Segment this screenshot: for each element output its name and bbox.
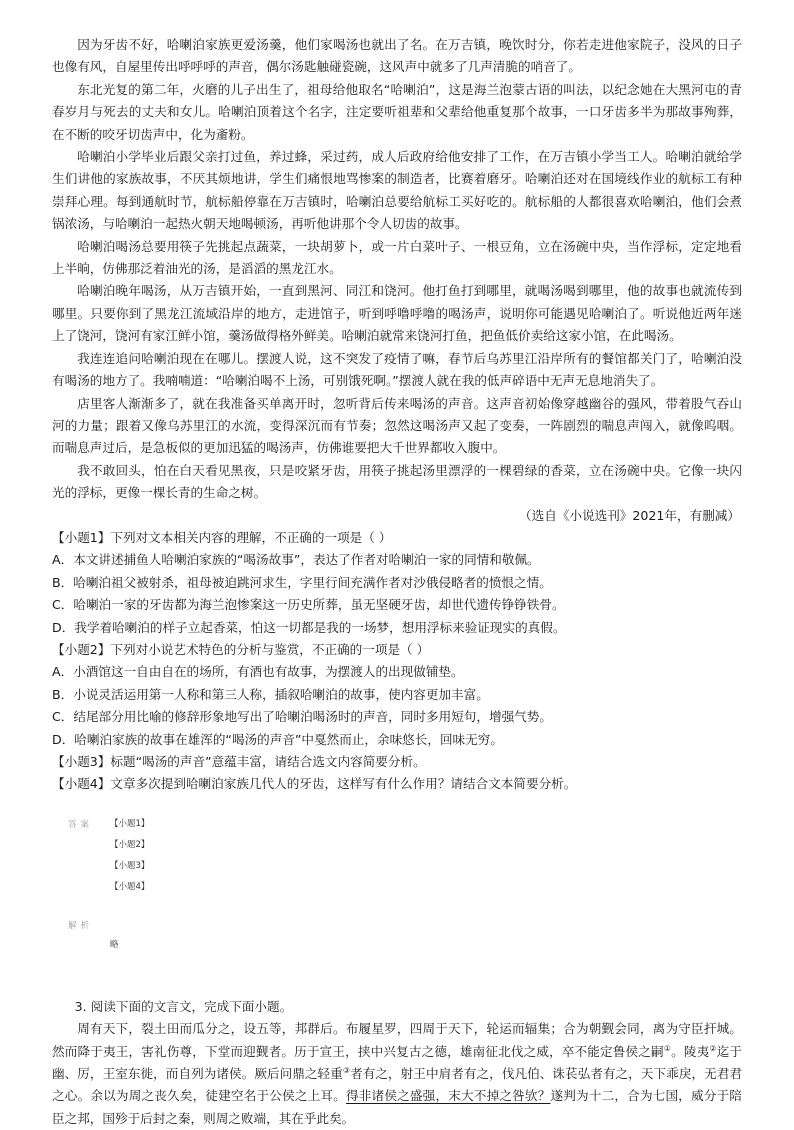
story-paragraph: 因为牙齿不好，哈喇泊家族更爱汤羹，他们家喝汤也就出了名。在万吉镇，晚饮时分，你若走进他家院子，没风的日子也像有风，自屋里传出呼呼呼的声音，偶尔汤匙触碰瓷碗，这风声中就多了几声清脆的哨音了。 — [52, 37, 742, 75]
classical-text-paragraph — [52, 1018, 742, 1130]
question-1-option-c[interactable]: C．哈喇泊一家的牙齿都为海兰泡惨案这一历史所葬，虽无坚硬牙齿，却世代遗传铮铮铁骨。 — [52, 597, 565, 613]
question-1-option-d[interactable]: D．我学着哈喇泊的样子立起香菜，怕这一切都是我的一场梦，想用浮标来验证现实的真假。 — [52, 619, 566, 635]
footnote-marker: ③ — [342, 1065, 351, 1075]
question-2-option-a[interactable]: A．小酒馆这一自由自在的场所，有酒也有故事，为摆渡人的出现做铺垫。 — [52, 664, 464, 680]
answer-section — [52, 816, 742, 966]
question-2-stem: 【小题2】下列对小说艺术特色的分析与鉴赏，不正确的一项是（ ） — [52, 641, 430, 657]
question-1-stem: 【小题1】下列对文本相关内容的理解，不正确的一项是（ ） — [52, 529, 392, 545]
story-paragraph: 店里客人渐渐多了，就在我准备买单离开时，忽听背后传来喝汤的声音。这声音初始像穿越幽谷的强风，带着股气吞山河的力量；跟着又像乌苏里江的水流，变得深沉而有节奏；忽然这喝汤声又起了变奏，一阵剧烈的喘息声闯入，就像呜咽。而喘息声过后，是急板似的更加迅猛的喝汤声，仿佛谁要把大千世界都收入腹中。 — [52, 395, 742, 456]
answer-item-1: 【小题1】 — [110, 818, 150, 829]
question-list — [52, 527, 742, 796]
question-2-option-c[interactable]: C．结尾部分用比喻的修辞形象地写出了哈喇泊喝汤时的声音，同时多用短句，增强气势。 — [52, 709, 552, 725]
question-1-option-b[interactable]: B．哈喇泊祖父被射杀，祖母被迫跳河求生，字里行间充满作者对沙俄侵略者的愤恨之情。 — [52, 574, 552, 590]
classical-text-part: 。陵夷 — [671, 1043, 710, 1059]
answer-item-4: 【小题4】 — [110, 881, 150, 892]
question-3-stem: 【小题3】标题“喝汤的声音”意蕴丰富，请结合选文内容简要分析。 — [52, 754, 426, 769]
question-2-option-d[interactable]: D．哈喇泊家族的故事在雄浑的“喝汤的声音”中戛然而止，余味悠长，回味无穷。 — [52, 731, 503, 747]
classical-text-part: 遂判为十二，合为七国，威分于陪臣之邦，国殄于后封之秦，则周之败端，其在乎此矣。 — [52, 1088, 742, 1126]
question-2-option-b[interactable]: B．小说灵活运用第一人称和第三人称，插叙哈喇泊的故事，使内容更加丰富。 — [52, 686, 489, 702]
footnote-marker: ① — [663, 1043, 672, 1053]
classical-text-part: 周有天下，裂土田而瓜分之，设五等，邦群后。布履星罗，四周于天下，轮运而辐集；合为朝觐会同，离为守臣扞城。然而降于夷王，害礼伤尊，下堂而迎觐者。历于宣王，挟中兴复古之德，雄南征北伐之威，卒不能定鲁侯之嗣 — [52, 1021, 742, 1059]
classical-text-part: 者有之，射王中肩者有之，伐凡伯、诛苌弘者有之，天下乖戾，无君君之心。余以为周之丧久矣，徒建空名于公侯之上耳。 — [52, 1066, 743, 1104]
classical-text-part: 迄于幽、厉，王室东徙，而自列为诸侯。厥后问鼎之轻重 — [52, 1043, 743, 1082]
analysis-label: 解析 — [68, 920, 94, 931]
story-paragraph: 我连连追问哈喇泊现在在哪儿。摆渡人说，这不突发了疫情了嘛，春节后乌苏里江沿岸所有的餐馆都关门了，哈喇泊没有喝汤的地方了。我喃喃道：“哈喇泊喝不上汤，可别饿死啊。”摆渡人就在我的低声碎语中无声无息地消失了。 — [52, 350, 742, 389]
story-paragraph: 我不敢回头，怕在白天看见黑夜，只是咬紧牙齿，用筷子挑起汤里漂浮的一棵碧绿的香菜，立在汤碗中央。它像一块闪光的浮标，更像一棵长青的生命之树。 — [52, 462, 742, 501]
underlined-sentence: 得非诸侯之盛强，末大不掉之咎欤？ — [345, 1088, 551, 1104]
question-4-stem: 【小题4】文章多次提到哈喇泊家族几代人的牙齿，这样写有什么作用？请结合文本简要分析。 — [52, 776, 577, 792]
story-source: （选自《小说选刊》2021年，有删减） — [519, 507, 740, 523]
story-paragraph: 东北光复的第二年，火磨的儿子出生了，祖母给他取名“哈喇泊”，这是海兰泡蒙古语的叫法，以纪念她在大黑河屯的青春岁月与死去的丈夫和女儿。哈喇泊顶着这个名字，注定要听祖辈和父辈给他重复那个故事，一口牙齿多半为那故事殉葬，在不断的咬牙切齿声中，化为齑粉。 — [52, 81, 742, 142]
answer-label: 答案 — [68, 819, 94, 830]
story-paragraph: 哈喇泊喝汤总要用筷子先挑起点蔬菜，一块胡萝卜，或一片白菜叶子、一根豆角，立在汤碗中央，当作浮标，定定地看上半晌，仿佛那泛着油光的汤，是滔滔的黑龙江水。 — [52, 238, 742, 277]
answer-item-3: 【小题3】 — [110, 860, 150, 871]
analysis-text: 略 — [110, 939, 119, 950]
footnote-marker: ② — [709, 1043, 717, 1053]
story-paragraph: 哈喇泊小学毕业后跟父亲打过鱼，养过蜂，采过药，成人后政府给他安排了工作，在万吉镇小学当工人。哈喇泊就给学生们讲他的家族故事，不厌其烦地讲，学生们痛恨地骂惨案的制造者，比赛着磨牙。哈喇泊还对在国境线作业的航标工有种崇拜心理。每到通航时节，航标船停靠在万吉镇时，哈喇泊总要给航标工买好吃的。航标船的人都很喜欢哈喇泊，他们会煮锅浓汤，与哈喇泊一起热火朝天地喝顿汤，再听他讲那个令人切齿的故事。 — [52, 149, 742, 232]
section-3 — [52, 996, 742, 1130]
question-1-option-a[interactable]: A．本文讲述捕鱼人哈喇泊家族的“喝汤故事”，表达了作者对哈喇泊一家的同情和敬佩。 — [52, 552, 540, 568]
story-text — [52, 34, 742, 527]
answer-item-2: 【小题2】 — [110, 839, 150, 850]
story-paragraph: 哈喇泊晚年喝汤，从万吉镇开始，一直到黑河、同江和饶河。他打鱼打到哪里，就喝汤喝到哪里，他的故事也就流传到哪里。只要你到了黑龙江流域沿岸的地方，走进馆子，听到呼噜呼噜的喝汤声，说明你可能遇见哈喇泊了。听说他近两年迷上了饶河，饶河有家江鲜小馆，羹汤做得格外鲜美。哈喇泊就常来饶河打鱼，把鱼低价卖给这家小馆，在此喝汤。 — [52, 283, 742, 344]
section-3-title: 3. 阅读下面的文言文，完成下面小题。 — [74, 998, 293, 1014]
